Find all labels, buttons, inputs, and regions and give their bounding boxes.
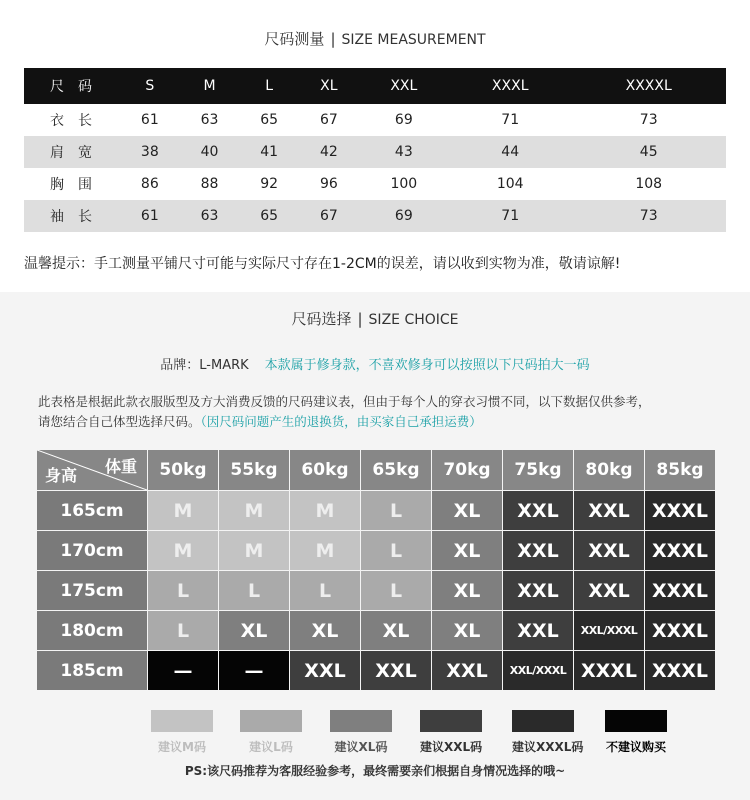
size-recommendation-cell: M xyxy=(290,531,360,570)
measurement-cell: 100 xyxy=(359,168,449,200)
col-header: L xyxy=(239,68,299,104)
description-text: 请您结合自己体型选择尺码。 xyxy=(38,414,201,429)
size-recommendation-cell: XXL xyxy=(361,651,431,690)
size-recommendation-grid xyxy=(37,450,719,696)
legend-item xyxy=(512,710,584,755)
measurement-row-label: 肩宽 xyxy=(24,136,120,168)
size-recommendation-cell: — xyxy=(148,651,218,690)
size-recommendation-cell: M xyxy=(290,491,360,530)
measurement-cell: 71 xyxy=(449,104,571,136)
legend-item xyxy=(240,710,302,755)
weight-header: 80kg xyxy=(574,450,644,490)
weight-header: 50kg xyxy=(148,450,218,490)
size-recommendation-cell: XXXL xyxy=(645,651,715,690)
title-separator: | xyxy=(330,30,336,48)
height-header: 180cm xyxy=(37,611,147,650)
col-header: 尺码 xyxy=(24,68,120,104)
height-header: 185cm xyxy=(37,651,147,690)
legend-label: 建议XXL码 xyxy=(420,740,483,754)
ps-note: PS:该尺码推荐为客服经验参考，最终需要亲们根据自身情况选择的哦~ xyxy=(184,764,566,778)
measurement-cell: 67 xyxy=(299,104,359,136)
size-recommendation-cell: L xyxy=(148,611,218,650)
size-recommendation-cell: L xyxy=(361,491,431,530)
size-recommendation-cell: XXXL xyxy=(645,571,715,610)
legend-label: 建议XXXL码 xyxy=(512,740,584,754)
measurement-cell: 61 xyxy=(120,104,180,136)
size-recommendation-cell: L xyxy=(148,571,218,610)
measurement-row xyxy=(24,168,726,200)
measurement-cell: 63 xyxy=(180,200,240,232)
size-recommendation-cell: L xyxy=(290,571,360,610)
measurement-cell: 41 xyxy=(239,136,299,168)
measurement-cell: 63 xyxy=(180,104,240,136)
measurement-row xyxy=(24,200,726,232)
size-recommendation-cell: XXL xyxy=(574,491,644,530)
col-header: XXXXL xyxy=(571,68,726,104)
legend-item xyxy=(330,710,392,755)
size-recommendation-cell: XL xyxy=(290,611,360,650)
col-header: XXL xyxy=(359,68,449,104)
size-recommendation-cell: M xyxy=(148,531,218,570)
legend-item xyxy=(605,710,667,755)
height-header: 165cm xyxy=(37,491,147,530)
size-recommendation-cell: L xyxy=(361,571,431,610)
measurement-cell: 73 xyxy=(571,104,726,136)
size-recommendation-cell: XL xyxy=(432,611,502,650)
size-recommendation-cell: XXXL xyxy=(645,611,715,650)
legend-label: 建议L码 xyxy=(249,740,293,754)
height-header: 175cm xyxy=(37,571,147,610)
size-recommendation-cell: XXL xyxy=(503,611,573,650)
col-header: S xyxy=(120,68,180,104)
measurement-cell: 65 xyxy=(239,104,299,136)
size-recommendation-cell: XXL xyxy=(503,531,573,570)
measurement-title xyxy=(0,28,750,49)
corner-weight-label: 体重 xyxy=(104,457,137,476)
weight-header: 65kg xyxy=(361,450,431,490)
size-recommendation-cell: XXL xyxy=(290,651,360,690)
weight-header: 60kg xyxy=(290,450,360,490)
col-header: M xyxy=(180,68,240,104)
measurement-row-label: 胸围 xyxy=(24,168,120,200)
legend-label: 建议M码 xyxy=(158,740,206,754)
measurement-cell: 38 xyxy=(120,136,180,168)
size-recommendation-cell: XL xyxy=(432,571,502,610)
measurement-row xyxy=(24,104,726,136)
size-advice-description xyxy=(38,392,728,432)
col-header: XL xyxy=(299,68,359,104)
corner-height-label: 身高 xyxy=(45,466,78,485)
measurement-cell: 40 xyxy=(180,136,240,168)
size-recommendation-cell: — xyxy=(219,651,289,690)
measurement-cell: 96 xyxy=(299,168,359,200)
size-recommendation-cell: M xyxy=(148,491,218,530)
legend-swatch xyxy=(240,710,302,732)
measurement-cell: 61 xyxy=(120,200,180,232)
measurement-row-label: 衣长 xyxy=(24,104,120,136)
measurement-cell: 44 xyxy=(449,136,571,168)
measurement-cell: 67 xyxy=(299,200,359,232)
measurement-cell: 42 xyxy=(299,136,359,168)
measurement-cell: 108 xyxy=(571,168,726,200)
size-measurement-section xyxy=(0,0,750,292)
measurement-row xyxy=(24,136,726,168)
size-recommendation-cell: XL xyxy=(432,491,502,530)
return-policy-note: （因尺码问题产生的退换货，由买家自己承担运费） xyxy=(200,414,482,429)
brand-label: 品牌：L-MARK xyxy=(160,358,249,373)
legend-swatch xyxy=(512,710,574,732)
weight-header: 70kg xyxy=(432,450,502,490)
size-recommendation-cell: XXXL xyxy=(645,531,715,570)
measurement-row-label: 袖长 xyxy=(24,200,120,232)
measurement-cell: 65 xyxy=(239,200,299,232)
size-recommendation-cell: XXL xyxy=(503,491,573,530)
measurement-cell: 92 xyxy=(239,168,299,200)
weight-header: 85kg xyxy=(645,450,715,490)
brand-line xyxy=(0,354,750,373)
choice-title-cn: 尺码选择 xyxy=(291,310,352,328)
measurement-cell: 71 xyxy=(449,200,571,232)
measurement-cell: 86 xyxy=(120,168,180,200)
title-separator: | xyxy=(357,310,363,328)
size-recommendation-cell: XL xyxy=(361,611,431,650)
size-recommendation-cell: XXL xyxy=(574,531,644,570)
fit-note: 本款属于修身款，不喜欢修身可以按照以下尺码拍大一码 xyxy=(264,358,590,373)
measurement-header-row xyxy=(24,68,726,104)
size-recommendation-cell: XXL xyxy=(574,571,644,610)
choice-title xyxy=(0,308,750,329)
grid-corner xyxy=(37,450,147,490)
size-recommendation-cell: M xyxy=(219,491,289,530)
col-header: XXXL xyxy=(449,68,571,104)
measurement-cell: 69 xyxy=(359,104,449,136)
legend-swatch xyxy=(330,710,392,732)
measurement-cell: 104 xyxy=(449,168,571,200)
measurement-cell: 73 xyxy=(571,200,726,232)
legend-item xyxy=(420,710,482,755)
legend-label: 不建议购买 xyxy=(605,740,666,754)
legend-swatch xyxy=(605,710,667,732)
size-recommendation-cell: XXXL xyxy=(645,491,715,530)
size-recommendation-cell: XXL/XXXL xyxy=(574,611,644,650)
size-recommendation-cell: XXL/XXXL xyxy=(503,651,573,690)
size-choice-section xyxy=(0,292,750,800)
description-line-2 xyxy=(38,412,728,432)
height-header: 170cm xyxy=(37,531,147,570)
size-recommendation-cell: L xyxy=(219,571,289,610)
measurement-cell: 43 xyxy=(359,136,449,168)
measurement-cell: 88 xyxy=(180,168,240,200)
size-recommendation-cell: XXXL xyxy=(574,651,644,690)
legend-item xyxy=(151,710,213,755)
measurement-table xyxy=(24,68,726,232)
measurement-cell: 45 xyxy=(571,136,726,168)
weight-header: 55kg xyxy=(219,450,289,490)
legend-swatch xyxy=(151,710,213,732)
legend-swatch xyxy=(420,710,482,732)
legend-label: 建议XL码 xyxy=(334,740,388,754)
description-line-1: 此表格是根据此款衣服版型及方大消费反馈的尺码建议表，但由于每个人的穿衣习惯不同，以下数据仅供参考， xyxy=(38,394,651,409)
size-recommendation-cell: XL xyxy=(219,611,289,650)
weight-header: 75kg xyxy=(503,450,573,490)
choice-title-en: SIZE CHOICE xyxy=(368,312,459,328)
measurement-title-cn: 尺码测量 xyxy=(264,30,325,48)
size-recommendation-cell: M xyxy=(219,531,289,570)
size-recommendation-cell: L xyxy=(361,531,431,570)
size-recommendation-cell: XL xyxy=(432,531,502,570)
measurement-cell: 69 xyxy=(359,200,449,232)
size-recommendation-cell: XXL xyxy=(503,571,573,610)
size-recommendation-cell: XXL xyxy=(432,651,502,690)
measurement-tip: 温馨提示：手工测量平铺尺寸可能与实际尺寸存在1-2CM的误差，请以收到实物为准，敬请谅解! xyxy=(24,256,621,272)
measurement-title-en: SIZE MEASUREMENT xyxy=(341,32,486,48)
